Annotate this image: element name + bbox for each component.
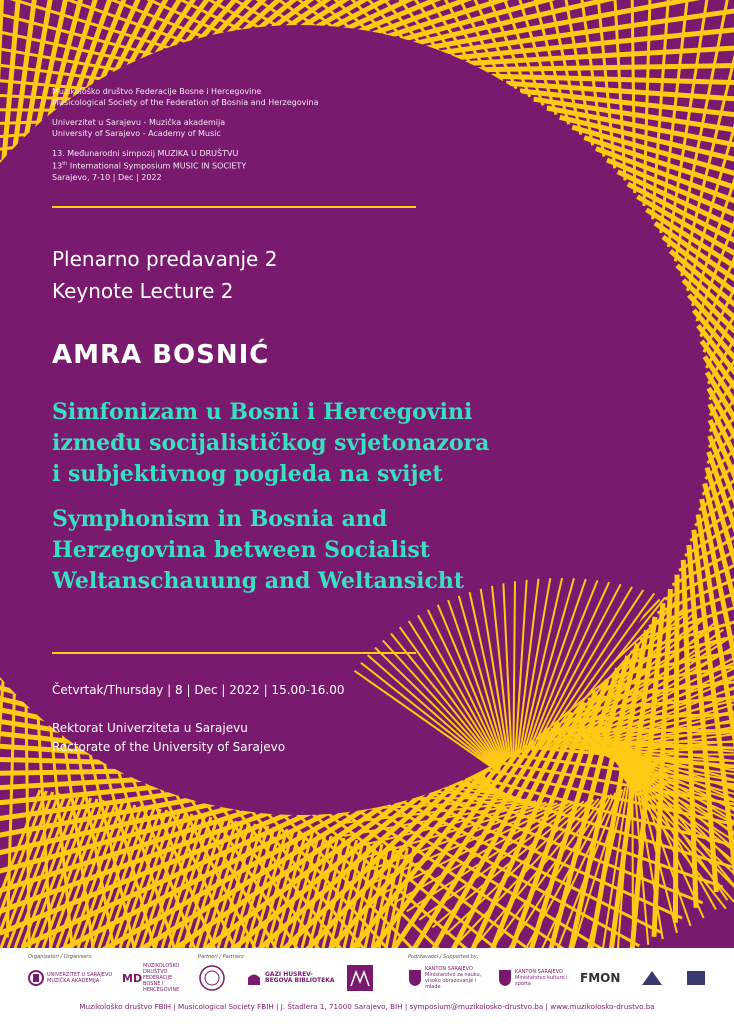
title-line: između socijalističkog svjetonazora bbox=[52, 430, 490, 456]
md-logo-icon bbox=[122, 971, 143, 985]
fmon-logo: FMON bbox=[580, 971, 621, 985]
supporter-mark-icon bbox=[684, 967, 708, 989]
academy-logo: UNIVERZITET U SARAJEVU MUZIČKA AKADEMIJA bbox=[28, 964, 114, 992]
divider-bottom bbox=[52, 652, 416, 654]
ghb-library-logo: GAZI HUSREV-BEGOVA BIBLIOTEKA bbox=[246, 964, 338, 992]
organizers-label: Organizatori / Organisers: bbox=[28, 954, 93, 960]
logo-strip bbox=[0, 948, 734, 998]
event-venue bbox=[52, 719, 285, 757]
canton-shield-icon bbox=[498, 969, 512, 987]
society-name-en: Musicological Society of the Federation of Bosnia and Herzegovina bbox=[52, 98, 319, 107]
canton-culture-ministry-logo: KANTON SARAJEVO Ministarstvo kulture i sporta bbox=[498, 964, 572, 992]
title-line: Symphonism in Bosnia and bbox=[52, 506, 388, 532]
musicological-society-logo: MD MUZIKOLOŠKO DRUŠTVO FEDERACIJE BOSNE I HERCEGOVINE bbox=[122, 963, 180, 993]
university-seal-icon bbox=[198, 964, 226, 992]
lecture-title-bs bbox=[52, 397, 612, 490]
lecture-titles bbox=[52, 397, 612, 597]
lecture-label bbox=[52, 243, 277, 307]
lecture-title-en bbox=[52, 504, 612, 597]
partner-square-logo bbox=[346, 964, 376, 992]
footer-contact: Muzikološko društvo FBIH | Musicological Society FBIH | J. Štadlera 1, 71000 Sarajevo, BIH | symposium@muzikolosko-drustvo.ba | www.muzikolosko-drustvo.ba bbox=[0, 998, 734, 1024]
academy-logo-icon bbox=[28, 970, 44, 986]
partners-label: Partneri / Partners: bbox=[198, 954, 246, 960]
organizers-header bbox=[52, 86, 319, 192]
symposium-name-en: 13th International Symposium MUSIC IN SOCIETY bbox=[52, 161, 247, 171]
university-name-bs: Univerzitet u Sarajevu - Muzička akademija bbox=[52, 118, 226, 127]
university-name-en: University of Sarajevo - Academy of Music bbox=[52, 129, 221, 138]
event-datetime: Četvrtak/Thursday | 8 | Dec | 2022 | 15.00-16.00 bbox=[52, 683, 345, 697]
lecture-label-bs: Plenarno predavanje 2 bbox=[52, 247, 278, 271]
supporter-logo-1 bbox=[640, 964, 670, 992]
symposium-date: Sarajevo, 7-10 | Dec | 2022 bbox=[52, 172, 162, 182]
speaker-name: AMRA BOSNIĆ bbox=[52, 340, 270, 370]
canton-science-ministry-logo: KANTON SARAJEVO Ministarstvo za nauku, visoko obrazovanje i mlade bbox=[408, 964, 492, 992]
svg-text:MD: MD bbox=[122, 972, 143, 985]
title-line: Simfonizam u Bosni i Hercegovini bbox=[52, 399, 473, 425]
partner-square-icon bbox=[346, 964, 374, 992]
supporters-label: Podržavaoci / Supported by: bbox=[408, 954, 479, 960]
lecture-label-en: Keynote Lecture 2 bbox=[52, 279, 234, 303]
society-name-bs: Muzikološko društvo Federacije Bosne i Hercegovine bbox=[52, 87, 262, 96]
title-line: Herzegovina between Socialist bbox=[52, 537, 430, 563]
supporter-mark-icon bbox=[640, 967, 664, 989]
venue-bs: Rektorat Univerziteta u Sarajevu bbox=[52, 721, 248, 735]
title-line: Weltanschauung and Weltansicht bbox=[52, 568, 465, 594]
canton-shield-icon bbox=[408, 969, 422, 987]
divider-top bbox=[52, 206, 416, 208]
title-line: i subjektivnog pogleda na svijet bbox=[52, 461, 443, 487]
library-dome-icon bbox=[246, 970, 262, 986]
symposium-name-bs: 13. Međunarodni simpozij MUZIKA U DRUŠTVU bbox=[52, 149, 239, 158]
venue-en: Rectorate of the University of Sarajevo bbox=[52, 740, 286, 754]
university-seal-logo bbox=[198, 964, 234, 992]
supporter-logo-2 bbox=[684, 964, 714, 992]
pattern-line bbox=[632, 781, 633, 949]
